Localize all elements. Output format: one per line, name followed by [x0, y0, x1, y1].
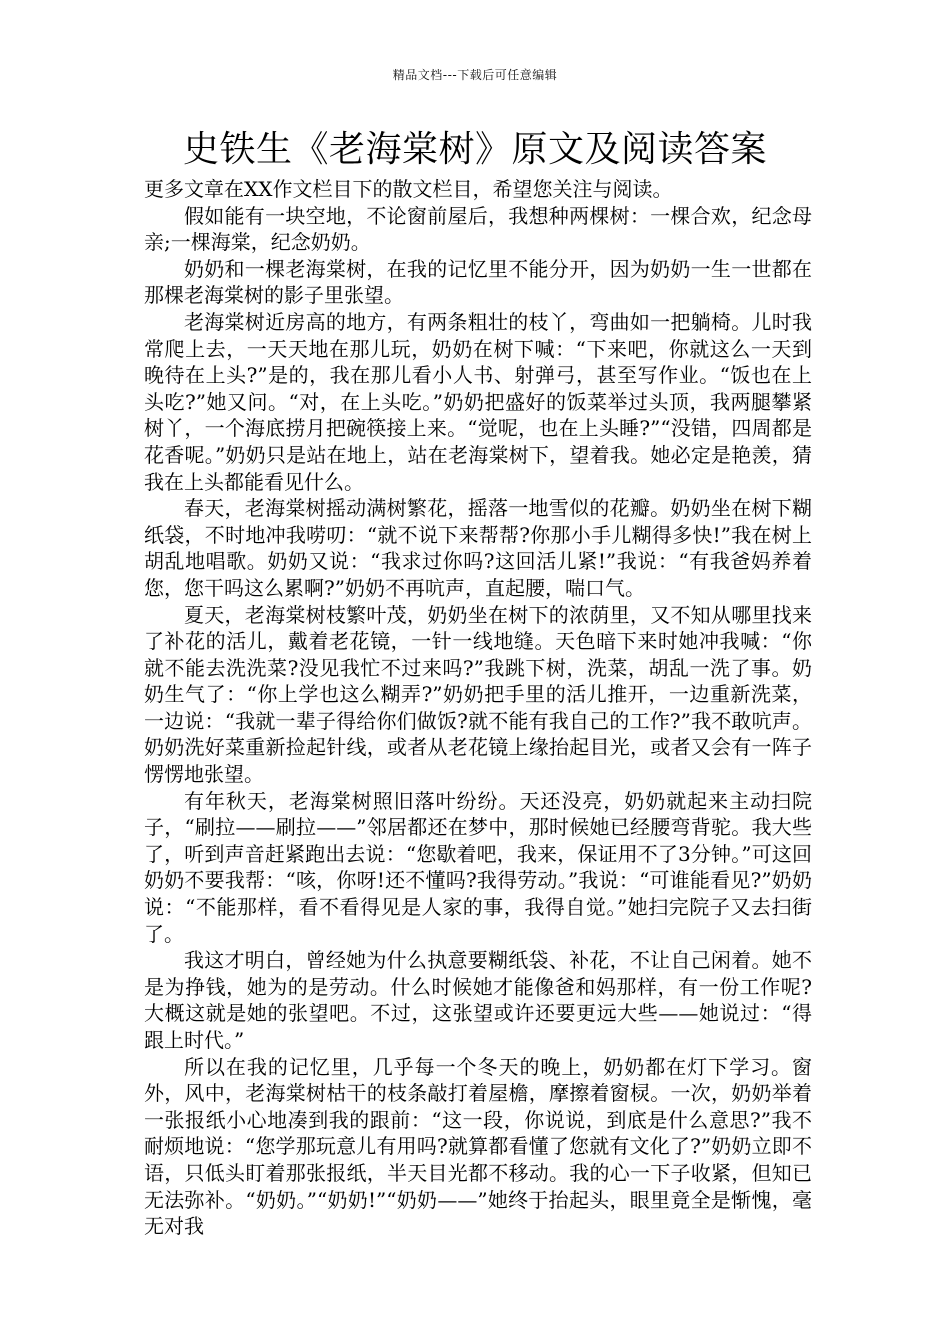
paragraph: 夏天，老海棠树枝繁叶茂，奶奶坐在树下的浓荫里，又不知从哪里找来了补花的活儿，戴着老花镜，一针一线地缝。天色暗下来时她冲我喊：“你就不能去洗洗菜?没见我忙不过来吗?”我跳下树，洗菜，胡乱一洗了事。奶奶生气了：“你上学也这么糊弄?”奶奶把手里的活儿推开，一边重新洗菜，一边说：“我就一辈子得给你们做饭?就不能有我自己的工作?”我不敢吭声。奶奶洗好菜重新捡起针线，或者从老花镜上缘抬起目光，或者又会有一阵子愣愣地张望。: [144, 602, 812, 787]
paragraph: 我这才明白，曾经她为什么执意要糊纸袋、补花，不让自己闲着。她不是为挣钱，她为的是劳动。什么时候她才能像爸和妈那样，有一份工作呢?大概这就是她的张望吧。不过，这张望或许还要更远大些——她说过：“得跟上时代。”: [144, 948, 812, 1052]
paragraph: 假如能有一块空地，不论窗前屋后，我想种两棵树：一棵合欢，纪念母亲;一棵海棠，纪念奶奶。: [144, 203, 812, 255]
document-body: [144, 176, 812, 1240]
paragraph: 老海棠树近房高的地方，有两条粗壮的枝丫，弯曲如一把躺椅。儿时我常爬上去，一天天地在那儿玩，奶奶在树下喊：“下来吧，你就这么一天到晚待在上头?”是的，我在那儿看小人书、射弹弓，甚至写作业。“饭也在上头吃?”她又问。“对，在上头吃。”奶奶把盛好的饭菜举过头顶，我两腿攀紧树丫，一个海底捞月把碗筷接上来。“觉呢，也在上头睡?”“没错，四周都是花香呢。”奶奶只是站在地上，站在老海棠树下，望着我。她必定是艳羡，猜我在上头都能看见什么。: [144, 309, 812, 494]
paragraph-intro: 更多文章在XX作文栏目下的散文栏目，希望您关注与阅读。: [144, 177, 673, 201]
document-title: 史铁生《老海棠树》原文及阅读答案: [182, 129, 767, 170]
paragraph: 奶奶和一棵老海棠树，在我的记忆里不能分开，因为奶奶一生一世都在那棵老海棠树的影子里张望。: [144, 256, 812, 308]
paragraph: 所以在我的记忆里，几乎每一个冬天的晚上，奶奶都在灯下学习。窗外，风中，老海棠树枯干的枝条敲打着屋檐，摩擦着窗棂。一次，奶奶举着一张报纸小心地凑到我的跟前：“这一段，你说说，到底是什么意思?”我不耐烦地说：“您学那玩意儿有用吗?就算都看懂了您就有文化了?”奶奶立即不语，只低头盯着那张报纸，半天目光都不移动。我的心一下子收紧，但知已无法弥补。“奶奶。”“奶奶!”“奶奶——”她终于抬起头，眼里竟全是惭愧，毫无对我: [144, 1054, 812, 1239]
paragraph: 有年秋天，老海棠树照旧落叶纷纷。天还没亮，奶奶就起来主动扫院子，“刷拉——刷拉——”邻居都还在梦中，那时候她已经腰弯背驼。我大些了，听到声音赶紧跑出去说：“您歇着吧，我来，保证用不了3分钟。”可这回奶奶不要我帮：“咳，你呀!还不懂吗?我得劳动。”我说：“可谁能看见?”奶奶说：“不能那样，看不看得见是人家的事，我得自觉。”她扫完院子又去扫街了。: [144, 788, 812, 946]
header-note: 精品文档---下载后可任意编辑: [392, 68, 558, 82]
paragraph: 春天，老海棠树摇动满树繁花，摇落一地雪似的花瓣。奶奶坐在树下糊纸袋，不时地冲我唠叨：“就不说下来帮帮?你那小手儿糊得多快!”我在树上胡乱地唱歌。奶奶又说：“我求过你吗?这回活儿紧!”我说：“有我爸妈养着您，您干吗这么累啊?”奶奶不再吭声，直起腰，喘口气。: [144, 496, 812, 600]
